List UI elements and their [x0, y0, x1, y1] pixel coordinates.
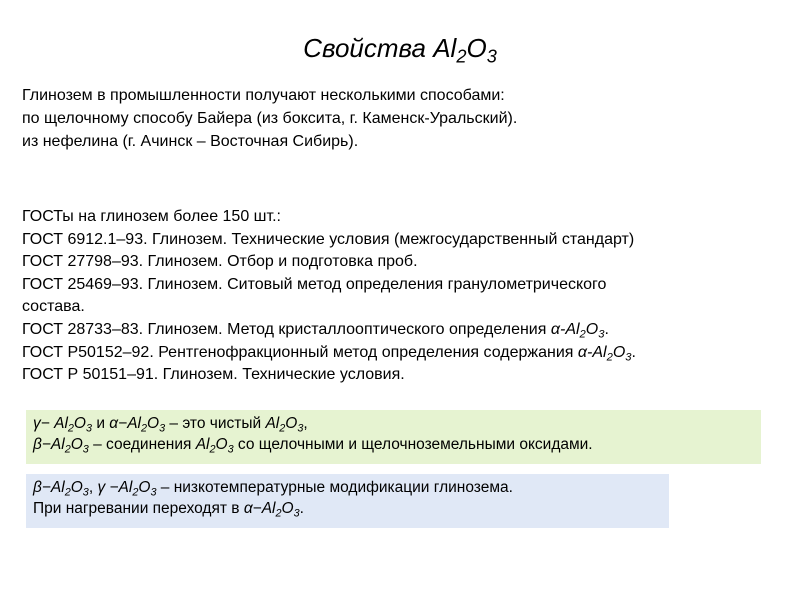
note-box-green	[26, 410, 761, 464]
gost-item-continuation: состава.	[22, 298, 85, 316]
gost-list	[22, 206, 636, 387]
gost-item: ГОСТ 27798–93. Глинозем. Отбор и подготовка проб.	[22, 253, 418, 271]
gost-item: ГОСТ 25469–93. Глинозем. Ситовый метод определения гранулометрического	[22, 275, 607, 293]
gost-item: ГОСТ 28733–83. Глинозем. Метод кристаллооптического определения $\alpha-Al_2O_3$.	[22, 320, 609, 341]
intro-line: из нефелина (г. Ачинск – Восточная Сибирь).	[22, 133, 359, 150]
intro-line: по щелочному способу Байера (из боксита, г. Каменск-Уральский).	[22, 110, 518, 127]
page-title: Свойства $Al_2O_3$	[303, 33, 497, 67]
gost-item: ГОСТ Р50152–92. Рентгенофракционный метод определения содержания $\alpha-Al_2O_3$.	[22, 343, 636, 363]
intro-paragraph	[22, 84, 517, 153]
intro-line: Глинозем в промышленности получают несколькими способами:	[22, 87, 505, 104]
note-line: При нагревании переходят в $\alpha-Al_2O_3$.	[33, 500, 304, 520]
gost-item: ГОСТ Р 50151–91. Глинозем. Технические условия.	[22, 366, 405, 384]
note-line: $\gamma- Al_2O_3$ и $\alpha-Al_2O_3$ – это чистый $Al_2O_3$,	[33, 415, 308, 435]
gost-header: ГОСТы на глинозем более 150 шт.:	[22, 208, 281, 225]
note-line: $\beta-Al_2O_3$, $\gamma -Al_2O_3$ – низкотемпературные модификации глинозема.	[33, 479, 513, 499]
note-line: $\beta-Al_2O_3$ – соединения $Al_2O_3$ со щелочными и щелочноземельными оксидами.	[33, 436, 593, 456]
note-box-blue	[26, 474, 669, 528]
gost-item: ГОСТ 6912.1–93. Глинозем. Технические условия (межгосударственный стандарт)	[22, 230, 635, 248]
formula-alpha-alumina: $\alpha-Al_2O_3$	[550, 320, 605, 341]
formula-alpha-alumina: $\alpha-Al_2O_3$	[577, 343, 632, 363]
